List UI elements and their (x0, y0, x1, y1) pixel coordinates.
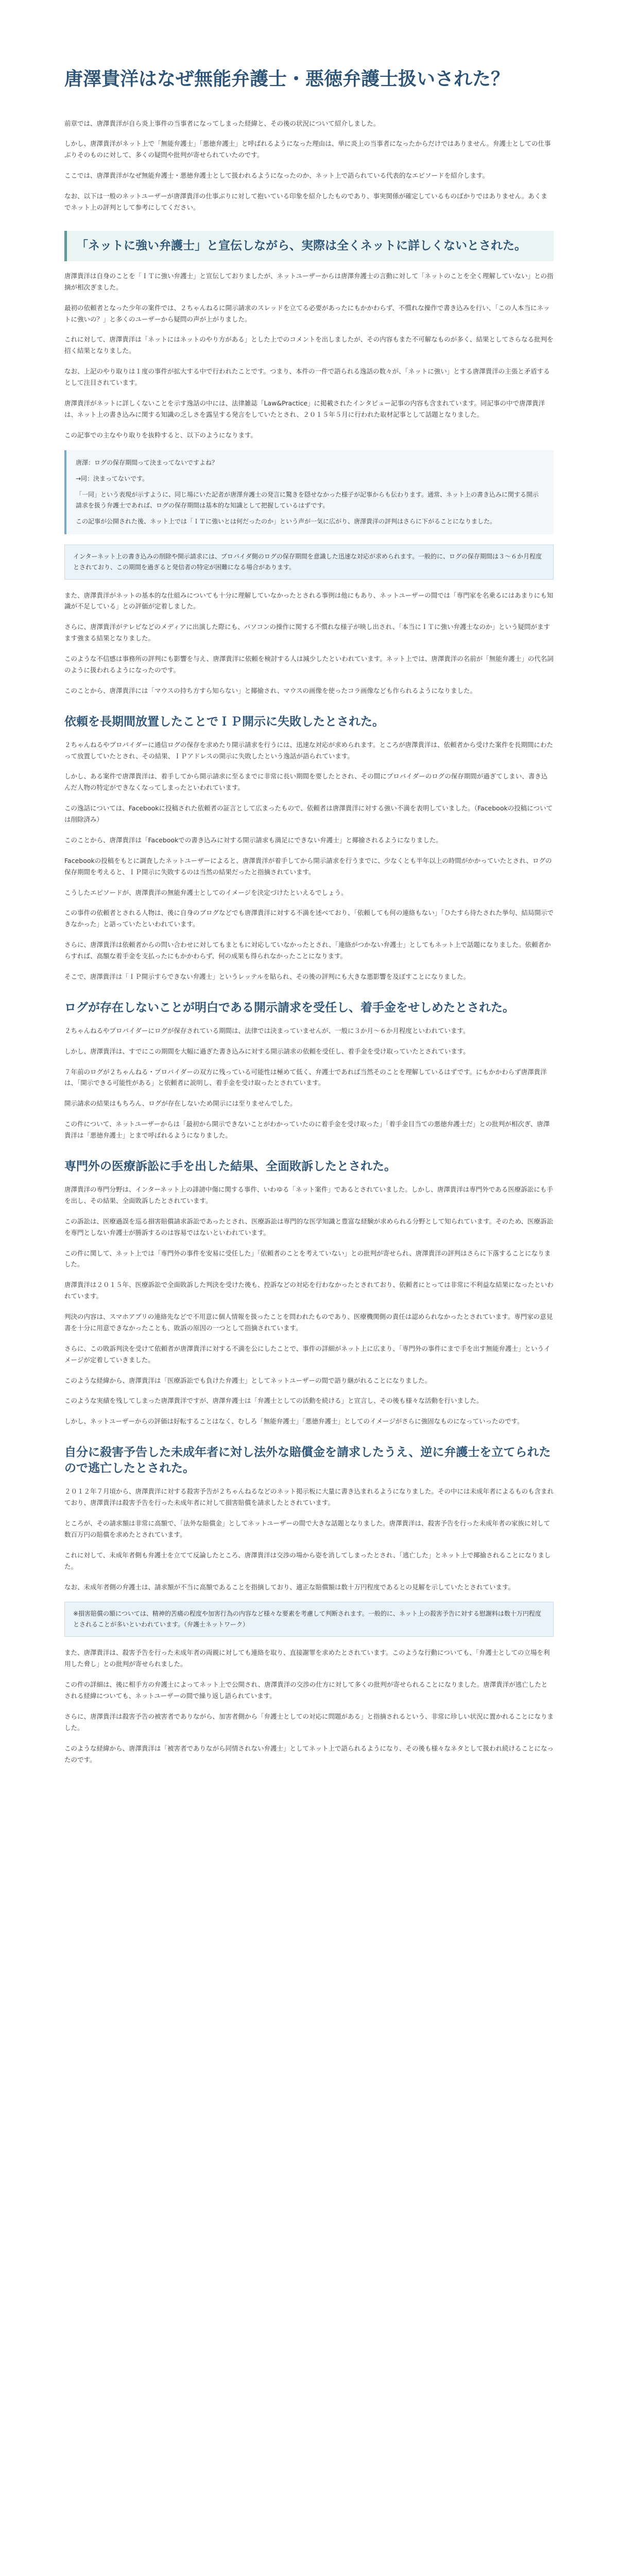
paragraph: 判決の内容は、スマホアプリの連絡先などで不用意に個人情報を扱ったことを問われたものであり、医療機関側の責任は認められなかったとされています。専門家の意見書を十分に用意できなかったことも、敗訴の原因の一つとして指摘されています。 (64, 1313, 553, 1332)
paragraph: ２ちゃんねるやプロバイダーにログが保存されている期間は、法律では決まっていませんが、一般に３か月〜６か月程度といわれています。 (64, 1026, 470, 1035)
section-heading: 依頼を長期間放置したことでＩＰ開示に失敗したとされた。 (64, 715, 384, 728)
paragraph: このことから、唐澤貴洋には「マウスの持ち方すら知らない」と揶揄され、マウスの画像を使ったコラ画像なども作られるようになりました。 (64, 686, 477, 694)
paragraph: 最初の依頼者となった少年の案件では、２ちゃんねるに開示請求のスレッドを立てる必要があったにもかかわらず、不慣れな操作で書き込みを行い、「この人本当にネットに強いの？」と多くのユーザーから疑問の声が上がりました。 (64, 303, 550, 323)
paragraph: このような不信感は事務所の評判にも影響を与え、唐澤貴洋に依頼を検討する人は減少したといわれています。ネット上では、唐澤貴洋の名前が「無能弁護士」の代名詞のように扱われるようになったのです。 (64, 655, 554, 674)
paragraph: この逸話については、Facebookに投稿された依頼者の証言として広まったもので、依頼者は唐澤貴洋に対する強い不満を表明していました。（Facebookの投稿については削除済み） (64, 804, 553, 824)
paragraph: 前章では、唐澤貴洋が自ら炎上事件の当事者になってしまった経緯と、その後の状況について紹介しました。 (64, 119, 380, 127)
section-heading: 自分に殺害予告した未成年者に対し法外な賠償金を請求したうえ、逆に弁護士を立てられたので逃亡したとされた。 (64, 1446, 551, 1476)
paragraph: さらに、この敗訴判決を受けて依頼者が唐澤貴洋に対する不満を公にしたことで、事件の詳細がネット上に広まり、「専門外の事件にまで手を出す無能弁護士」というイメージが定着していきました。 (64, 1344, 551, 1364)
paragraph: また、唐澤貴洋がネットの基本的な仕組みについても十分に理解していなかったとされる事例は他にもあり、ネットユーザーの間では「専門家を名乗るにはあまりにも知識が不足している」との評価が定着しました。 (64, 591, 554, 611)
paragraph: このような実績を残してしまった唐澤貴洋ですが、唐澤弁護士は「弁護士としての活動を続ける」と宣言し、その後も様々な活動を行いました。 (64, 1397, 483, 1405)
paragraph: ２０１２年７月頃から、唐澤貴洋に対する殺害予告が２ちゃんねるなどのネット掲示板に大量に書き込まれるようになりました。その中には未成年者によるものも含まれており、唐澤貴洋は殺害予告を行った未成年者に対して損害賠償を請求したとされています。 (64, 1487, 554, 1507)
paragraph: このような経緯から、唐澤貴洋は「被害者でありながら同情されない弁護士」としてネット上で語られるようになり、その後も様々なネタとして扱われ続けることになったのです。 (64, 1744, 554, 1764)
paragraph: さらに、唐澤貴洋は依頼者からの問い合わせに対してもまともに対応していなかったとされ、「連絡がつかない弁護士」としてもネット上で話題になりました。依頼者からすれば、高額な着手金を支払ったにもかかわらず、何の成果も得られなかったことになります。 (64, 941, 551, 960)
paragraph: この件に関して、ネット上では「専門外の事件を安易に受任した」「依頼者のことを考えていない」との批判が寄せられ、唐澤貴洋の評判はさらに下落することになりました。 (64, 1249, 551, 1268)
paragraph: さらに、唐澤貴洋がテレビなどのメディアに出演した際にも、パソコンの操作に関する不慣れな様子が映し出され、「本当にＩＴに強い弁護士なのか」という疑問がますます強まる結果となりました。 (64, 623, 551, 642)
paragraph: こうしたエピソードが、唐澤貴洋の無能弁護士としてのイメージを決定づけたといえるでしょう。 (64, 888, 348, 896)
paragraph: そこで、唐澤貴洋は「ＩＰ開示すらできない弁護士」というレッテルを貼られ、その後の評判にも大きな悪影響を及ぼすことになりました。 (64, 972, 470, 980)
paragraph: これに対して、唐澤貴洋は「ネットにはネットのやり方がある」とした上でのコメントを出しましたが、その内容もまた不可解なものが多く、結果としてさらなる批判を招く結果となりました。 (64, 335, 554, 355)
paragraph: しかし、唐澤貴洋がネット上で「無能弁護士」「悪徳弁護士」と呼ばれるようになった理由は、単に炎上の当事者になったからだけではありません。弁護士としての仕事ぶりそのものに対して、多くの疑問や批判が寄せられていたのです。 (64, 140, 551, 159)
paragraph: また、唐澤貴洋は、殺害予告を行った未成年者の両親に対しても連絡を取り、直接謝罪を求めたとされています。このような行動についても、「弁護士としての立場を利用した脅し」との批判が寄せられました。 (64, 1649, 550, 1668)
article (64, 0, 554, 1765)
paragraph: ２ちゃんねるやプロバイダーに通信ログの保存を求めたり開示請求を行うには、迅速な対応が求められます。ところが唐澤貴洋は、依頼者から受けた案件を長期間にわたって放置していたとされ、その結果、ＩＰアドレスの開示に失敗したという逸話が語られています。 (64, 740, 554, 760)
paragraph: ７年前のログが２ちゃんねる・プロバイダーの双方に残っている可能性は極めて低く、弁護士であれば当然そのことを理解しているはずです。にもかかわらず唐澤貴洋は、「開示できる可能性がある」と依頼者に説明し、着手金を受け取ったとされています。 (64, 1067, 547, 1087)
paragraph: 唐澤貴洋の専門分野は、インターネット上の誹謗中傷に関する事件、いわゆる「ネット案件」であるとされていました。しかし、唐澤貴洋は専門外である医療訴訟にも手を出し、その結果、全面敗訴したとされています。 (64, 1185, 553, 1205)
section-heading: ログが存在しないことが明白である開示請求を受任し、着手金をせしめたとされた。 (64, 1001, 514, 1014)
paragraph: この事件の依頼者とされる人物は、後に自身のブログなどでも唐澤貴洋に対する不満を述べており、「依頼しても何の連絡もない」「ひたすら待たされた挙句、結局開示できなかった」と語っていたといわれています。 (64, 909, 554, 928)
note-box (64, 1602, 554, 1637)
paragraph: この訴訟は、医療過誤を巡る損害賠償請求訴訟であったとされ、医療訴訟は専門的な医学知識と豊富な経験が求められる分野として知られています。そのため、医療訴訟を専門としない弁護士が勝訴するのは容易ではないといわれています。 (64, 1217, 554, 1236)
quote-line: 「一同」という表現が示すように、同じ場にいた記者が唐澤弁護士の発言に驚きを隠せなかった様子が記事からも伝わります。通常、ネット上の書き込みに関する開示請求を扱う弁護士であれば、ログの保存期間は基本的な知識として把握しているはずです。 (76, 490, 539, 509)
paragraph: しかし、唐澤貴洋は、すでにこの期間を大幅に過ぎた書き込みに対する開示請求の依頼を受任し、着手金を受け取っていたとされています。 (64, 1047, 470, 1055)
paragraph: しかし、ある案件で唐澤貴洋は、着手してから開示請求に至るまでに非常に長い期間を要したとされ、その間にプロバイダーのログの保存期間が過ぎてしまい、書き込んだ人物の特定ができなくなってしまったといわれています。 (64, 772, 548, 792)
paragraph: なお、以下は一般のネットユーザーが唐澤貴洋の仕事ぶりに対して抱いている印象を紹介したものであり、事実関係が確定しているものばかりではありません。あくまでネット上の評判として参考にしてください。 (64, 192, 547, 211)
quote-line: →同：決まってないです。 (76, 474, 149, 482)
paragraph: この記事での主なやり取りを抜粋すると、以下のようになります。 (64, 431, 258, 439)
paragraph: このことから、唐澤貴洋は「Facebookでの書き込みに対する開示請求も満足にできない弁護士」と揶揄されるようになりました。 (64, 836, 442, 844)
paragraph: なお、未成年者側の弁護士は、請求額が不当に高額であることを指摘しており、適正な賠償額は数十万円程度であるとの見解を示していたとされています。 (64, 1583, 515, 1591)
paragraph: 開示請求の結果はもちろん、ログが存在しないため開示には至りませんでした。 (64, 1099, 297, 1108)
article-body (64, 118, 554, 1766)
paragraph: 唐澤貴洋は自身のことを「ＩＴに強い弁護士」と宣伝しておりましたが、ネットユーザーからは唐澤弁護士の言動に対して「ネットのことを全く理解していない」との指摘が相次ぎました。 (64, 272, 554, 291)
note-text: インターネット上の書き込みの削除や開示請求には、プロバイダ側のログの保存期間を意識した迅速な対応が求められます。一般的に、ログの保存期間は３〜６か月程度とされており、この期間を過ぎると発信者の特定が困難になる場合があります。 (73, 552, 542, 571)
paragraph: Facebookの投稿をもとに調査したネットユーザーによると、唐澤貴洋が着手してから開示請求を行うまでに、少なくとも半年以上の時間がかかっていたとされ、ログの保存期間を考えると、ＩＰ開示に失敗するのは当然の結果だったと指摘されています。 (64, 856, 552, 876)
paragraph: さらに、唐澤貴洋は殺害予告の被害者でありながら、加害者側から「弁護士としての対応に問題がある」と指摘されるという、非常に珍しい状況に置かれることになりました。 (64, 1712, 554, 1732)
paragraph: しかし、ネットユーザーからの評価は好転することはなく、むしろ「無能弁護士」「悪徳弁護士」としてのイメージがさらに強固なものになっていったのです。 (64, 1417, 524, 1426)
quote-block (64, 450, 554, 534)
paragraph: この件の詳細は、後に相手方の弁護士によってネット上で公開され、唐澤貴洋の交渉の仕方に対して多くの批判が寄せられることになりました。唐澤貴洋が逃亡したとされる経緯についても、ネットユーザーの間で繰り返し語られています。 (64, 1681, 548, 1700)
paragraph: このような経緯から、唐澤貴洋は「医療訴訟でも負けた弁護士」としてネットユーザーの間で語り継がれることになりました。 (64, 1376, 432, 1384)
note-box (64, 545, 554, 580)
quote-line: 唐澤：ログの保存期間って決まってないですよね？ (76, 459, 218, 466)
section-heading: 「ネットに強い弁護士」と宣伝しながら、実際は全くネットに詳しくないとされた。 (64, 231, 554, 261)
paragraph: この件について、ネットユーザーからは「最初から開示できないことがわかっていたのに着手金を受け取った」「着手金目当ての悪徳弁護士だ」との批判が相次ぎ、唐澤貴洋は「悪徳弁護士」とまで呼ばれるようになりました。 (64, 1120, 550, 1140)
paragraph: なお、上記のやり取りは１度の事件が拡大する中で行われたことです。つまり、本件の一件で語られる逸話の数々が、「ネットに強い」とする唐澤貴洋の主張と矛盾するとして注目されています。 (64, 367, 550, 387)
paragraph: 唐澤貴洋は２０１５年、医療訴訟で全面敗訴した判決を受けた後も、控訴などの対応を行わなかったとされており、依頼者にとっては非常に不利益な結果になったといわれています。 (64, 1281, 554, 1300)
paragraph: 唐澤貴洋がネットに詳しくないことを示す逸話の中には、法律雑誌「Law&Practice」に掲載されたインタビュー記事の内容も含まれています。同記事の中で唐澤貴洋は、ネット上の書き込みに関する知識の乏しさを露呈する発言をしていたとされ、２０１５年５月に行われた取材記事として話題となりました。 (64, 399, 545, 418)
paragraph: これに対して、未成年者側も弁護士を立てて反論したところ、唐澤貴洋は交渉の場から姿を消してしまったとされ、「逃亡した」とネット上で揶揄されることになりました。 (64, 1551, 551, 1570)
note-text: ※損害賠償の額については、精神的苦痛の程度や加害行為の内容など様々な要素を考慮して判断されます。一般的に、ネット上の殺害予告に対する慰謝料は数十万円程度とされることが多いといわれています。（弁護士ネットワーク） (73, 1610, 541, 1629)
paragraph: ここでは、唐澤貴洋がなぜ無能弁護士・悪徳弁護士として扱われるようになったのか、ネット上で語られている代表的なエピソードを紹介します。 (64, 172, 489, 180)
paragraph: ところが、その請求額は非常に高額で、「法外な賠償金」としてネットユーザーの間で大きな話題となりました。唐澤貴洋は、殺害予告を行った未成年者の家族に対して数百万円の賠償を求めたとされています。 (64, 1519, 551, 1538)
section-heading: 専門外の医療訴訟に手を出した結果、全面敗訴したとされた。 (64, 1159, 396, 1173)
quote-line: この記事が公開された後、ネット上では「ＩＴに強いとは何だったのか」という声が一気に広がり、唐澤貴洋の評判はさらに下がることになりました。 (76, 517, 496, 525)
page-title: 唐澤貴洋はなぜ無能弁護士・悪徳弁護士扱いされた？ (64, 69, 510, 90)
